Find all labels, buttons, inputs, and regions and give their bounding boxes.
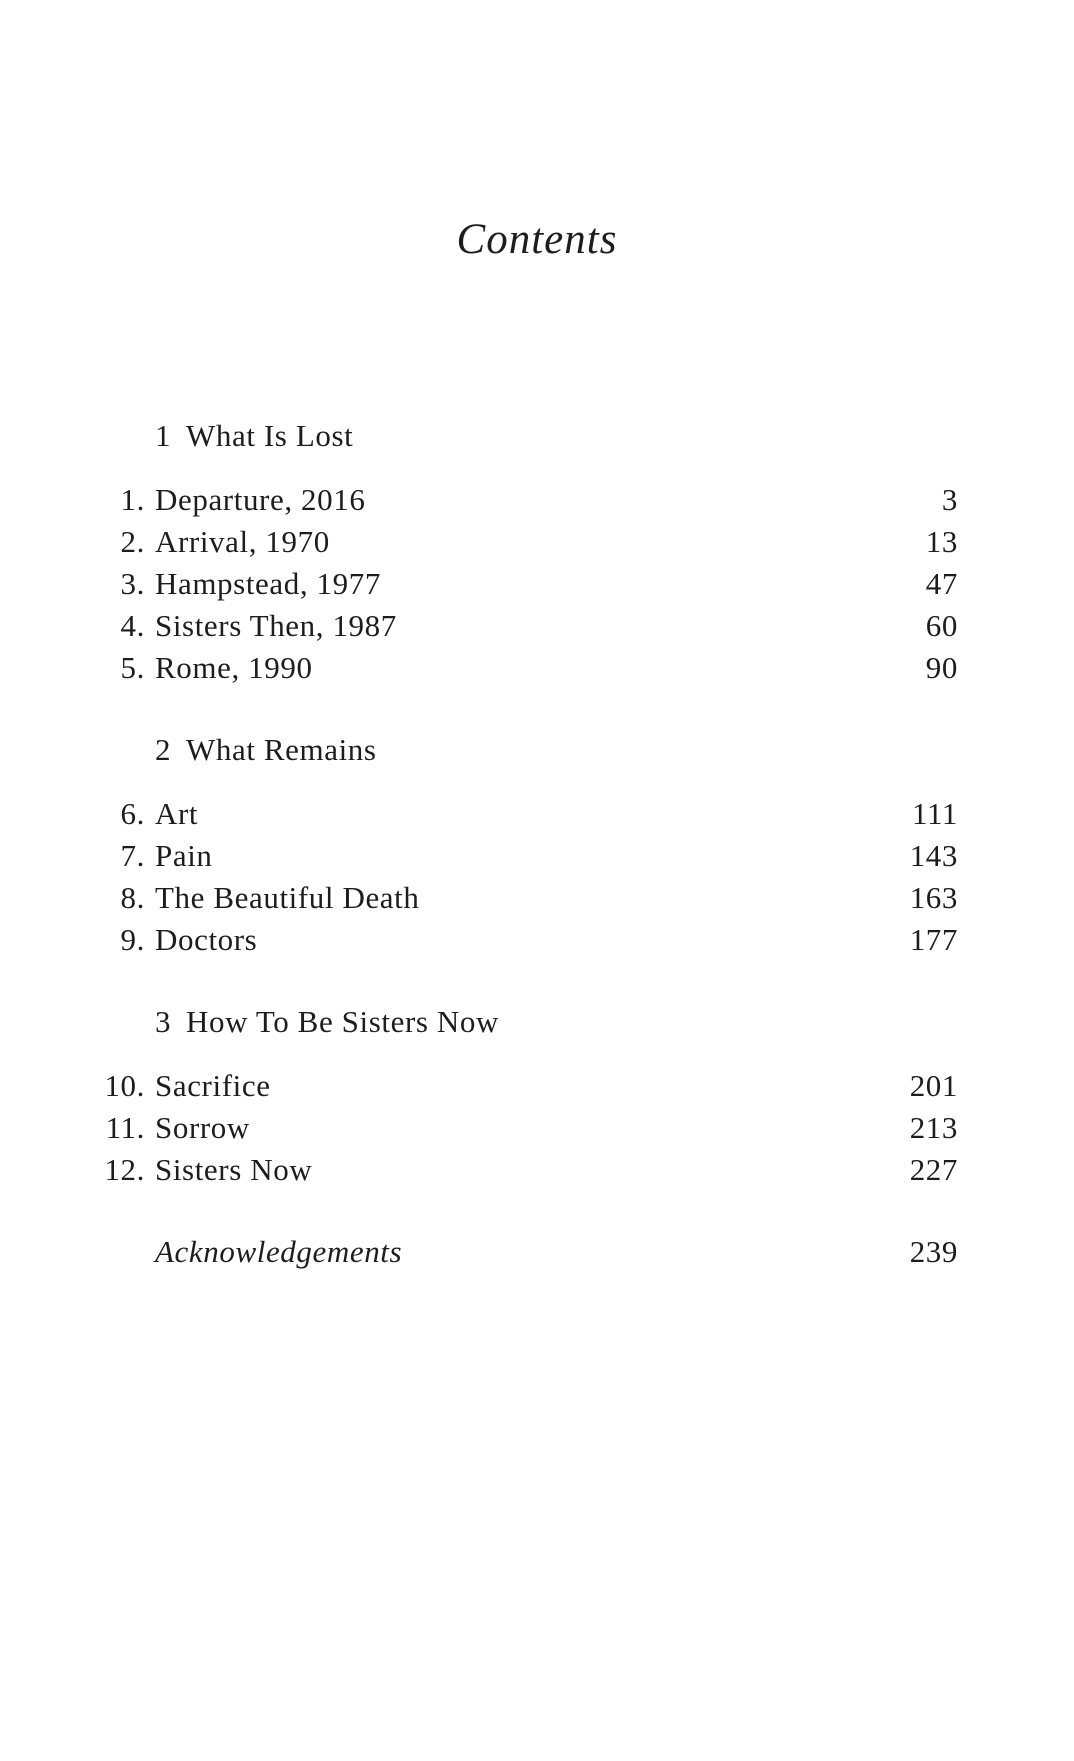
chapter-title: Arrival, 1970 xyxy=(155,524,330,559)
table-of-contents xyxy=(0,415,1074,1273)
chapter-number: 1. xyxy=(120,482,145,517)
part-title: How To Be Sisters Now xyxy=(186,1004,499,1039)
chapter-number: 10. xyxy=(104,1068,145,1103)
chapter-number: 7. xyxy=(120,838,145,873)
page-number: 239 xyxy=(909,1234,958,1269)
toc-entry[interactable] xyxy=(0,605,1074,647)
chapter-title: Pain xyxy=(155,838,213,873)
page-number: 111 xyxy=(912,796,958,831)
chapter-number: 5. xyxy=(120,650,145,685)
page-number: 13 xyxy=(925,524,958,559)
part-number: 2 xyxy=(155,732,172,767)
page-number: 90 xyxy=(925,650,958,685)
page-number: 47 xyxy=(925,566,958,601)
part-title: What Is Lost xyxy=(186,418,354,453)
toc-entry[interactable] xyxy=(0,793,1074,835)
page-number: 3 xyxy=(941,482,958,517)
part-heading xyxy=(0,1001,1074,1043)
part-title: What Remains xyxy=(186,732,377,767)
part-heading xyxy=(0,729,1074,771)
page-number: 177 xyxy=(909,922,958,957)
page-number: 60 xyxy=(925,608,958,643)
toc-entry-acknowledgements[interactable] xyxy=(0,1231,1074,1273)
chapter-title: Sisters Then, 1987 xyxy=(155,608,397,643)
part-number: 3 xyxy=(155,1004,172,1039)
toc-entry[interactable] xyxy=(0,563,1074,605)
page-number: 213 xyxy=(909,1110,958,1145)
chapter-number: 4. xyxy=(120,608,145,643)
page-number: 163 xyxy=(909,880,958,915)
chapter-number: 2. xyxy=(120,524,145,559)
chapter-title: Sisters Now xyxy=(155,1152,313,1187)
part-heading xyxy=(0,415,1074,457)
chapter-title: Doctors xyxy=(155,922,258,957)
toc-entry[interactable] xyxy=(0,1149,1074,1191)
chapter-title: Sorrow xyxy=(155,1110,250,1145)
chapter-number: 6. xyxy=(120,796,145,831)
toc-entry[interactable] xyxy=(0,521,1074,563)
toc-entry[interactable] xyxy=(0,919,1074,961)
chapter-title: Hampstead, 1977 xyxy=(155,566,381,601)
chapter-number: 3. xyxy=(120,566,145,601)
toc-entry[interactable] xyxy=(0,1065,1074,1107)
part-number: 1 xyxy=(155,418,172,453)
chapter-title: Rome, 1990 xyxy=(155,650,313,685)
toc-entry[interactable] xyxy=(0,835,1074,877)
page-number: 201 xyxy=(909,1068,958,1103)
page-number: 227 xyxy=(909,1152,958,1187)
acknowledgements-title: Acknowledgements xyxy=(155,1234,403,1269)
toc-entry[interactable] xyxy=(0,877,1074,919)
chapter-title: The Beautiful Death xyxy=(155,880,420,915)
chapter-number: 12. xyxy=(104,1152,145,1187)
toc-entry[interactable] xyxy=(0,1107,1074,1149)
toc-entry[interactable] xyxy=(0,647,1074,689)
page-number: 143 xyxy=(909,838,958,873)
chapter-title: Departure, 2016 xyxy=(155,482,366,517)
chapter-number: 9. xyxy=(120,922,145,957)
page-title: Contents xyxy=(456,216,618,263)
chapter-title: Art xyxy=(155,796,199,831)
chapter-title: Sacrifice xyxy=(155,1068,271,1103)
toc-entry[interactable] xyxy=(0,479,1074,521)
chapter-number: 11. xyxy=(105,1110,145,1145)
chapter-number: 8. xyxy=(120,880,145,915)
